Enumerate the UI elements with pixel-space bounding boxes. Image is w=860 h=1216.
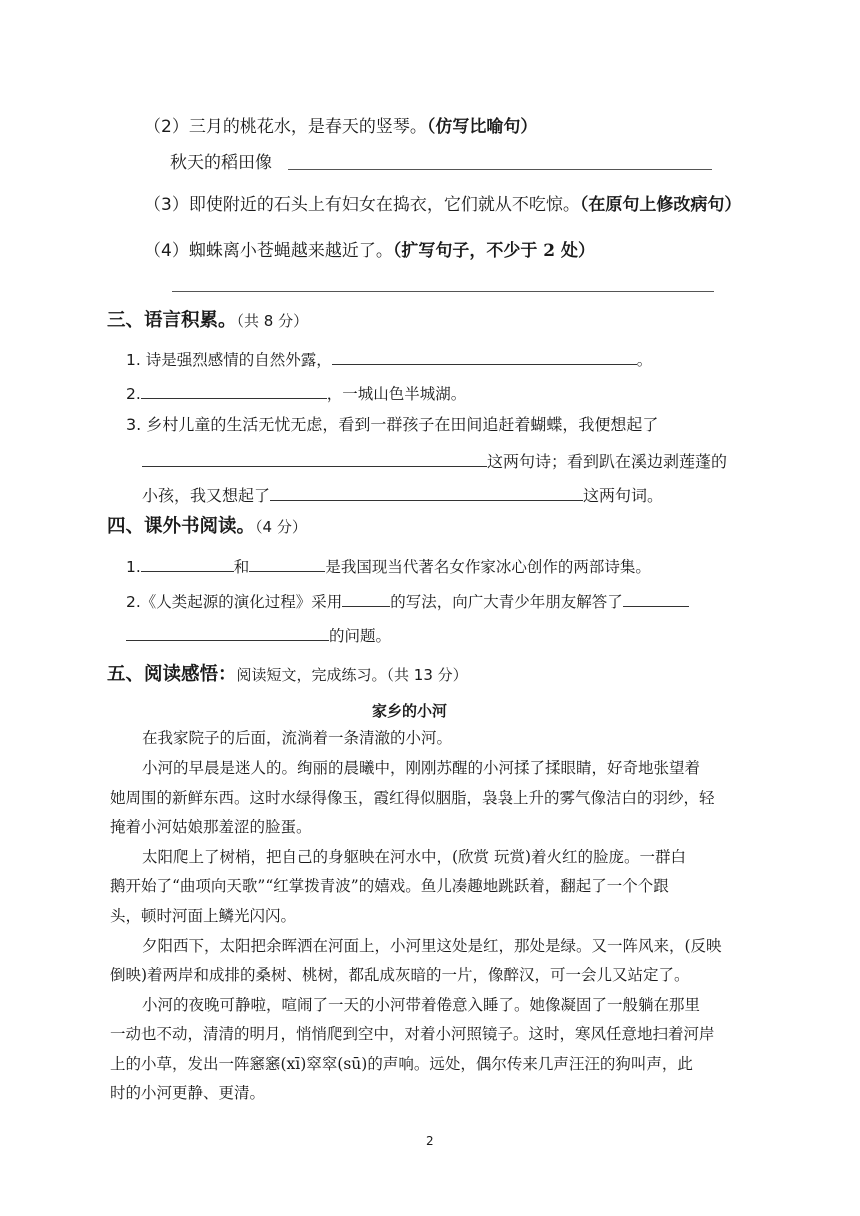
s4-q1-text: 是我国现当代著名女作家冰心创作的两部诗集。	[325, 558, 651, 576]
s3-q3-lead: 小孩，我又想起了	[142, 486, 271, 505]
passage-p5-line2: 一动也不动，清清的明月，悄悄爬到空中，对着小河照镜子。这时，寒风任意地扫着河岸	[110, 1025, 715, 1043]
s4-q1-num: 1.	[126, 558, 141, 576]
s4-q1-and: 和	[233, 558, 250, 576]
section-5-instruction: 阅读短文，完成练习。（共 13 分）	[236, 666, 468, 684]
s4-q1	[126, 553, 651, 578]
s4-q2	[126, 588, 689, 613]
s3-q3-mid: 这两句诗；看到趴在溪边剥莲蓬的	[487, 452, 728, 471]
answer-blank[interactable]	[142, 448, 487, 467]
section-5-heading	[107, 664, 468, 686]
s3-q3-line3	[142, 482, 663, 507]
q2-item3	[144, 194, 741, 216]
q2-item2-note: （仿写比喻句）	[426, 117, 538, 137]
answer-blank[interactable]	[332, 346, 637, 365]
answer-blank[interactable]	[623, 588, 689, 607]
section-3-heading	[107, 310, 308, 332]
s4-q2-end: 的问题。	[329, 627, 392, 645]
s4-q2-mid: 的写法，向广大青少年朋友解答了	[390, 593, 623, 611]
section-4-title: 四、课外书阅读。	[107, 516, 256, 537]
q2-item3-note: （在原句上修改病句）	[579, 195, 742, 215]
s3-q1-end: 。	[636, 351, 653, 369]
q2-item2	[144, 116, 537, 138]
q2-item3-text: （3）即使附近的石头上有妇女在捣衣，它们就从不吃惊。	[144, 195, 580, 215]
passage-p3-line2: 鹅开始了“曲项向天歌”“红掌拨青波”的嬉戏。鱼儿凑趣地跳跃着，翻起了一个个跟	[110, 877, 669, 895]
s3-q3-end: 这两句词。	[583, 486, 664, 505]
passage-p5-line4: 时的小河更静、更清。	[110, 1084, 266, 1102]
answer-blank[interactable]	[342, 588, 390, 607]
section-4-points: （4 分）	[255, 518, 307, 536]
q2-item2-text: （2）三月的桃花水，是春天的竖琴。	[144, 117, 427, 137]
answer-blank[interactable]	[249, 553, 325, 572]
passage-p4-line1: 夕阳西下，太阳把余晖洒在河面上，小河里这处是红，那处是绿。又一阵风来，(反映	[142, 937, 722, 955]
section-3-points: （共 8 分）	[236, 312, 309, 330]
passage-p2-line1: 小河的早晨是迷人的。绚丽的晨曦中，刚刚苏醒的小河揉了揉眼睛，好奇地张望着	[142, 759, 701, 777]
q2-item4	[144, 240, 595, 262]
passage-p5-line3: 上的小草，发出一阵窸窸(xī)窣窣(sū)的声响。远处，偶尔传来几声汪汪的狗叫声，此	[110, 1055, 693, 1073]
passage-p3-line1: 太阳爬上了树梢，把自己的身躯映在河水中，(欣赏 玩赏)着火红的脸庞。一群白	[142, 848, 687, 866]
s3-q2	[126, 380, 466, 405]
passage-p3-line3: 头，顿时河面上鳞光闪闪。	[110, 907, 297, 925]
answer-blank[interactable]	[141, 380, 327, 399]
passage-title: 家乡的小河	[372, 702, 448, 720]
page-number: 2	[426, 1134, 434, 1148]
s3-q2-num: 2.	[126, 385, 141, 403]
q2-item2-lead: 秋天的稻田像	[170, 153, 272, 173]
answer-line[interactable]	[172, 291, 714, 292]
answer-line[interactable]	[288, 169, 712, 170]
s3-q1	[126, 346, 652, 371]
answer-blank[interactable]	[270, 482, 583, 501]
s3-q3-line2	[142, 448, 727, 473]
passage-p2-line3: 掩着小河姑娘那羞涩的脸蛋。	[110, 818, 312, 836]
answer-blank[interactable]	[126, 622, 329, 641]
s3-q2-text: ，一城山色半城湖。	[326, 385, 467, 403]
s3-q3-line1: 3. 乡村儿童的生活无忧无虑，看到一群孩子在田间追赶着蝴蝶，我便想起了	[126, 415, 659, 434]
section-5-title: 五、阅读感悟：	[107, 664, 237, 685]
answer-blank[interactable]	[141, 553, 234, 572]
q2-item4-text: （4）蜘蛛离小苍蝇越来越近了。	[144, 241, 393, 261]
passage-p4-line2: 倒映)着两岸和成排的桑树、桃树，都乱成灰暗的一片，像醉汉，可一会儿又站定了。	[110, 966, 690, 984]
s3-q1-text: 1. 诗是强烈感情的自然外露，	[126, 351, 332, 369]
passage-p5-line1: 小河的夜晚可静啦，喧闹了一天的小河带着倦意入睡了。她像凝固了一般躺在那里	[142, 996, 701, 1014]
passage-p1: 在我家院子的后面，流淌着一条清澈的小河。	[142, 729, 453, 747]
section-4-heading	[107, 516, 307, 538]
s4-q2-cont	[126, 622, 391, 647]
s4-q2-text: 2.《人类起源的演化过程》采用	[126, 593, 343, 611]
q2-item4-note: （扩写句子，不少于 2 处）	[392, 241, 595, 261]
passage-p2-line2: 她周围的新鲜东西。这时水绿得像玉，霞红得似胭脂，袅袅上升的雾气像洁白的羽纱，轻	[110, 789, 715, 807]
section-3-title: 三、语言积累。	[107, 310, 237, 331]
